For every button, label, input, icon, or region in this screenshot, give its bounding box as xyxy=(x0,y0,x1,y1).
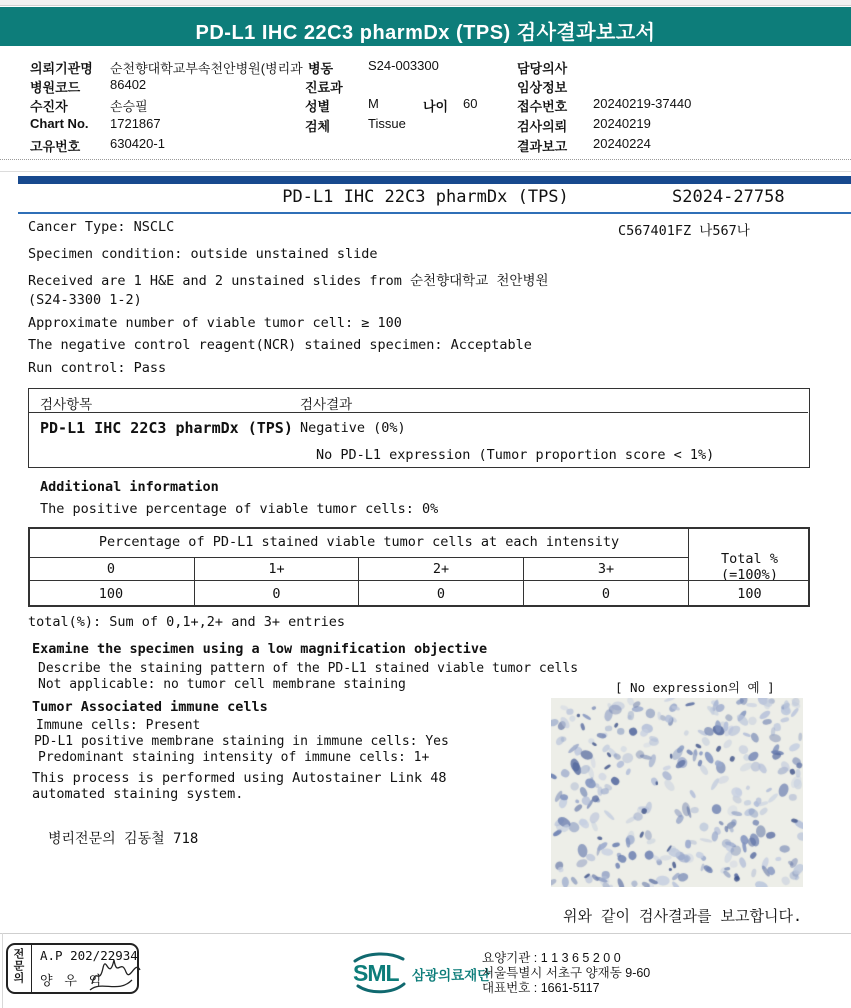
sex-value: M xyxy=(368,96,379,111)
examine-heading: Examine the specimen using a low magnification objective xyxy=(32,641,488,657)
intensity-val-1: 0 xyxy=(194,580,358,606)
hospital-code-label: 병원코드 xyxy=(30,80,81,95)
doctor-label: 담당의사 xyxy=(517,61,568,76)
additional-info-heading: Additional information xyxy=(40,479,219,495)
divider-dotted xyxy=(0,159,851,160)
result-test-name: PD-L1 IHC 22C3 pharmDx (TPS) xyxy=(40,419,293,437)
intensity-total-sub: (=100%) xyxy=(721,566,778,583)
intensity-caption: total(%): Sum of 0,1+,2+ and 3+ entries xyxy=(28,614,345,630)
scan-top-strip xyxy=(0,0,851,6)
footer-line1: 요양기관 : 1 1 3 6 5 2 0 0 xyxy=(482,951,621,965)
report-date-value: 20240224 xyxy=(593,136,651,151)
org-name: 삼광의료재단 xyxy=(412,968,491,983)
intensity-total-value: 100 xyxy=(688,580,810,606)
received-line1: Received are 1 H&E and 2 unstained slides from 순천향대학교 천안병원 xyxy=(28,273,549,289)
histology-caption: [ No expression의 예 ] xyxy=(615,680,775,695)
specimen-label: 검체 xyxy=(305,119,331,134)
positive-percentage: The positive percentage of viable tumor cells: 0% xyxy=(40,501,439,517)
ncr-line: The negative control reagent(NCR) stained specimen: Acceptable xyxy=(28,337,532,353)
section-underline xyxy=(18,212,851,214)
patient-name: 손승필 xyxy=(110,99,148,114)
intensity-val-0: 100 xyxy=(28,580,194,606)
stamp-divider xyxy=(31,945,32,992)
examine-line1: Describe the staining pattern of the PD-L1 stained viable tumor cells xyxy=(38,661,579,676)
requesting-org-label: 의뢰기관명 xyxy=(30,61,93,76)
footer-line3: 대표번호 : 1661-5117 xyxy=(482,981,600,995)
intensity-header: Percentage of PD-L1 stained viable tumor cells at each intensity xyxy=(98,534,620,550)
immune-line2: PD-L1 positive membrane staining in immune cells: Yes xyxy=(34,734,449,749)
process-line1: This process is performed using Autostainer Link 48 xyxy=(32,770,447,786)
signature-scribble xyxy=(88,950,144,994)
result-detail: No PD-L1 expression (Tumor proportion score < 1%) xyxy=(316,447,715,463)
histology-image xyxy=(551,698,803,887)
intensity-col-0: 0 xyxy=(28,557,194,580)
process-line2: automated staining system. xyxy=(32,786,244,802)
footer-line2: 서울특별시 서초구 양재동 9-60 xyxy=(482,966,651,980)
request-date-value: 20240219 xyxy=(593,116,651,131)
stamp-role-label: 전문의 xyxy=(12,948,24,984)
sml-logo xyxy=(350,951,408,994)
accession-label: 접수번호 xyxy=(517,99,568,114)
immune-line1: Immune cells: Present xyxy=(36,718,201,733)
unique-no-value: 630420-1 xyxy=(110,136,165,151)
sml-logo-text: SML xyxy=(353,960,399,986)
result-col1-header: 검사항목 xyxy=(40,397,93,413)
section-title: PD-L1 IHC 22C3 pharmDx (TPS) xyxy=(282,187,569,207)
department-label: 진료과 xyxy=(305,80,343,95)
ward-value: S24-003300 xyxy=(368,58,439,73)
request-date-label: 검사의뢰 xyxy=(517,119,568,134)
received-line2: (S24-3300 1-2) xyxy=(28,292,142,308)
cancer-type: Cancer Type: NSCLC xyxy=(28,219,175,235)
stamp-license: A.P 202/22934 xyxy=(40,948,138,963)
section-navy-bar xyxy=(18,176,851,184)
chart-no-label: Chart No. xyxy=(30,116,89,131)
pathologist-line: 병리전문의 김동철 718 xyxy=(48,831,199,847)
accession-value: 20240219-37440 xyxy=(593,96,692,111)
intensity-val-2: 0 xyxy=(358,580,523,606)
divider-grey xyxy=(0,171,851,172)
stamp-name: 양 우 익 xyxy=(40,974,104,989)
unique-no-label: 고유번호 xyxy=(30,139,81,154)
slide-id: C567401FZ 나567나 xyxy=(618,223,750,239)
immune-line3: Predominant staining intensity of immune cells: 1+ xyxy=(38,750,430,765)
requesting-org-value: 순천향대학교부속천안병원(병리과 xyxy=(110,61,303,76)
age-value: 60 xyxy=(463,96,478,111)
result-value: Negative (0%) xyxy=(300,420,406,436)
sex-label: 성별 xyxy=(305,99,331,114)
result-table-header-line xyxy=(28,388,808,413)
age-label: 나이 xyxy=(423,99,449,114)
specimen-type: Tissue xyxy=(368,116,406,131)
viable-count: Approximate number of viable tumor cell: ≥ 100 xyxy=(28,315,402,331)
intensity-col-3: 3+ xyxy=(523,557,688,580)
specimen-number: S2024-27758 xyxy=(672,187,785,207)
scan-left-edge xyxy=(2,933,3,1008)
closing-statement: 위와 같이 검사결과를 보고합니다. xyxy=(563,907,802,925)
ward-label: 병동 xyxy=(308,61,334,76)
examine-line2: Not applicable: no tumor cell membrane staining xyxy=(38,677,406,692)
report-title: PD-L1 IHC 22C3 pharmDx (TPS) 검사결과보고서 xyxy=(195,22,656,44)
intensity-val-3: 0 xyxy=(523,580,688,606)
clinical-info-label: 임상정보 xyxy=(517,80,568,95)
run-control: Run control: Pass xyxy=(28,360,167,376)
hospital-code-value: 86402 xyxy=(110,77,147,92)
immune-heading: Tumor Associated immune cells xyxy=(32,699,268,715)
intensity-col-1: 1+ xyxy=(194,557,358,580)
intensity-col-2: 2+ xyxy=(358,557,523,580)
result-col2-header: 검사결과 xyxy=(300,397,353,413)
footer-divider xyxy=(0,933,851,934)
report-date-label: 결과보고 xyxy=(517,139,568,154)
patient-label: 수진자 xyxy=(30,99,68,114)
specimen-condition: Specimen condition: outside unstained slide xyxy=(28,246,378,262)
intensity-total-header: Total % xyxy=(721,550,778,567)
chart-no-value: 1721867 xyxy=(110,116,161,131)
